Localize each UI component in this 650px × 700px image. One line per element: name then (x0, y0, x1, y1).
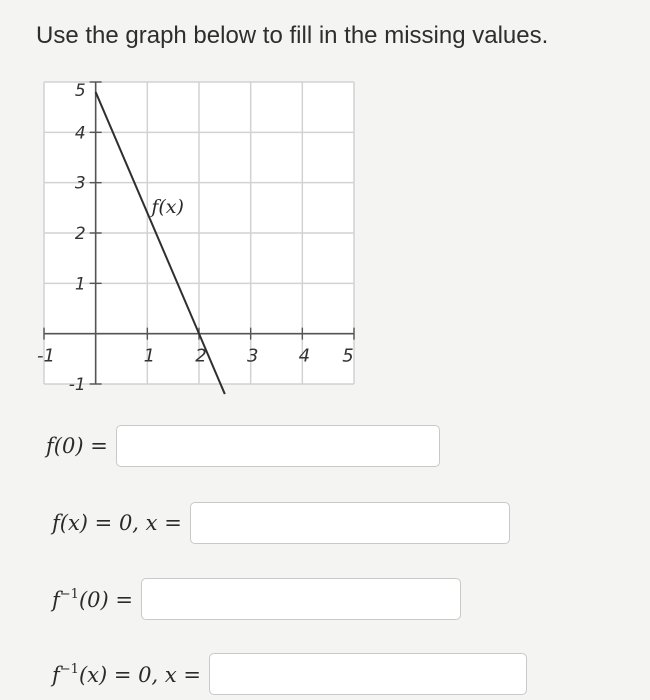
question-label-2: f(x) = 0, x = (52, 511, 182, 535)
y-tick-label: 1 (74, 274, 86, 295)
question-inverse-of-zero (52, 576, 461, 622)
x-tick-label: 5 (342, 345, 354, 367)
question-label-3: $f^{-1}(0)$ = (52, 586, 133, 612)
y-tick-label: 2 (74, 224, 86, 244)
x-tick-label: -1 (37, 345, 55, 367)
y-tick-label: -1 (68, 375, 86, 395)
function-label: f(x) (151, 195, 184, 218)
answer-input-inverse-of-zero[interactable] (141, 578, 461, 620)
question-label-1: f(0) = (46, 434, 108, 458)
y-tick-label: 5 (74, 81, 86, 101)
x-tick-label: 4 (298, 345, 311, 367)
function-graph (36, 78, 366, 402)
answer-input-zero-of-f[interactable] (190, 502, 510, 544)
question-zero-of-f (52, 500, 510, 546)
answer-input-zero-of-inverse[interactable] (209, 653, 527, 695)
instruction-text: Use the graph below to fill in the missing values. (36, 22, 549, 49)
question-zero-of-inverse (52, 651, 527, 697)
x-tick-label: 2 (195, 345, 207, 367)
question-label-4: $f^{-1}(x) = 0$, x = (52, 661, 201, 687)
y-tick-label: 3 (74, 173, 86, 194)
x-tick-label: 1 (143, 345, 156, 367)
graph-svg (36, 78, 366, 402)
question-f-of-zero (46, 423, 440, 469)
y-tick-label: 4 (74, 123, 86, 144)
answer-input-f-of-zero[interactable] (116, 425, 440, 467)
x-tick-label: 3 (246, 345, 259, 367)
